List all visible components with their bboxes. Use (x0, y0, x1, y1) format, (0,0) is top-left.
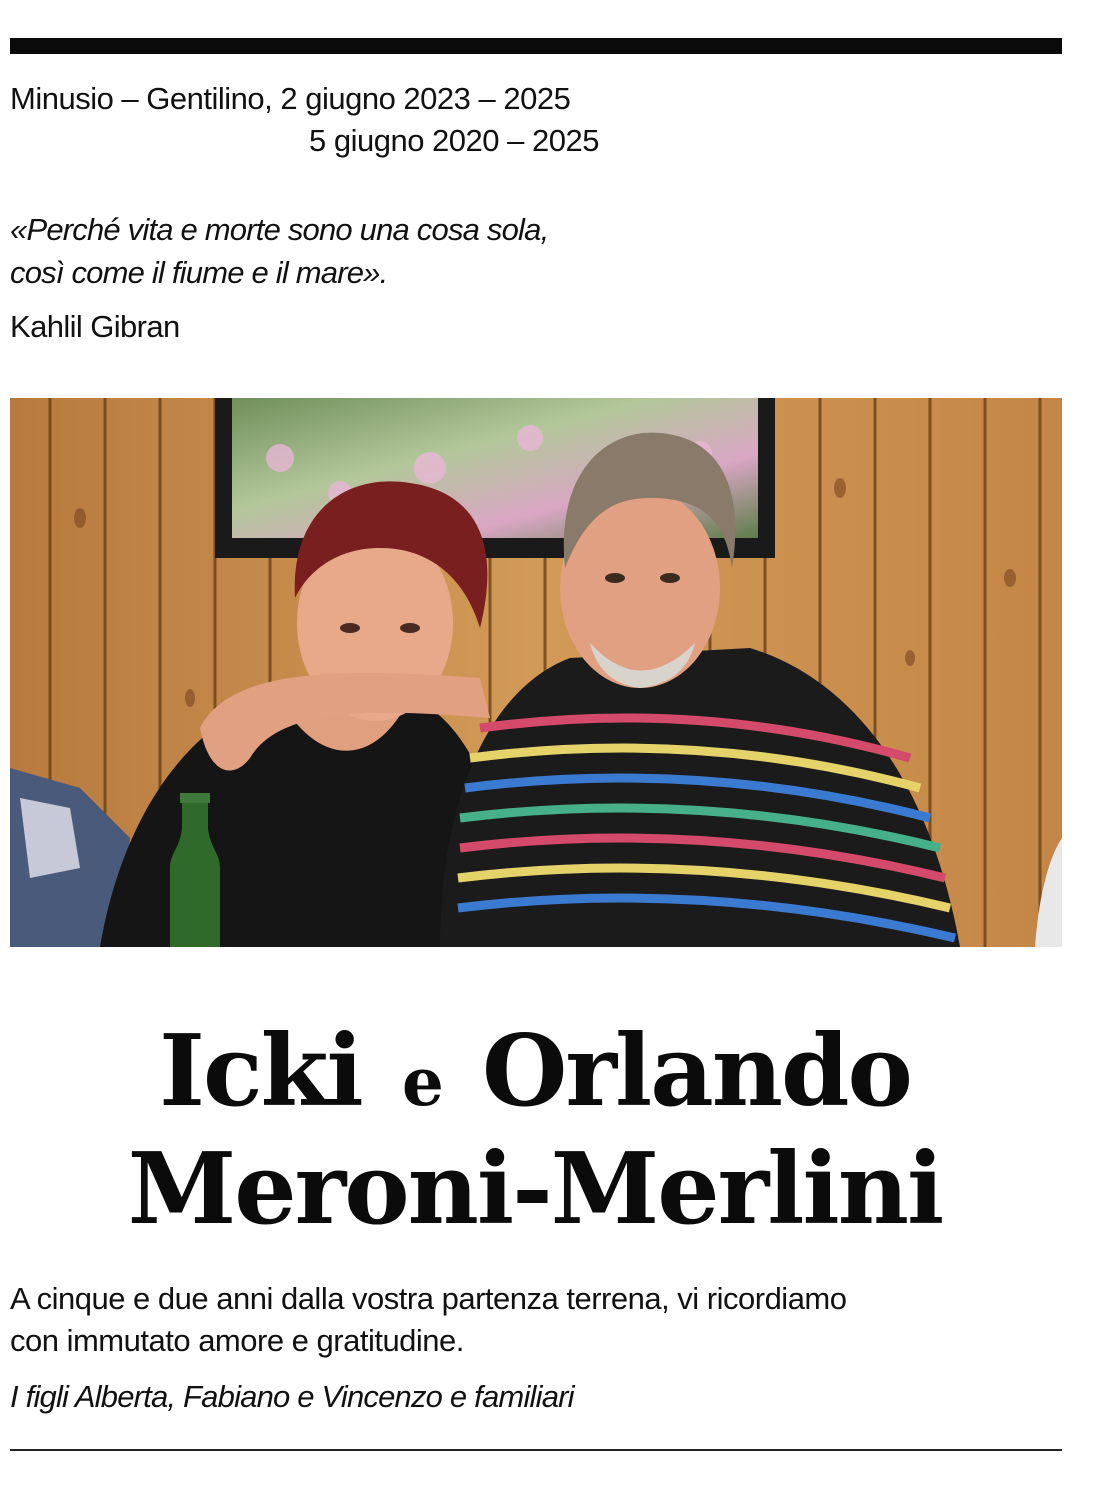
first-names-row (0, 1014, 1070, 1136)
dates-line-1: Minusio – Gentilino, 2 giugno 2023 – 2025 (10, 81, 571, 116)
dates-line-2: 5 giugno 2020 – 2025 (309, 123, 599, 158)
message-block (10, 1278, 1060, 1362)
dates-block (10, 78, 599, 162)
couple-photo (10, 398, 1062, 947)
names-conjunction: e (401, 1043, 442, 1121)
signature: I figli Alberta, Fabiano e Vincenzo e familiari (10, 1379, 574, 1414)
bottom-rule (10, 1449, 1062, 1451)
quote-line-1: «Perché vita e morte sono una cosa sola, (10, 212, 549, 247)
message-line-2: con immutato amore e gratitudine. (10, 1323, 464, 1358)
first-name-1: Icki (159, 1014, 362, 1129)
names-block (0, 1014, 1070, 1247)
quote-block (10, 208, 548, 294)
surname: Meroni-Merlini (127, 1132, 943, 1247)
first-name-2: Orlando (482, 1014, 911, 1129)
quote-author: Kahlil Gibran (10, 309, 180, 344)
top-rule (10, 38, 1062, 54)
quote-line-2: così come il fiume e il mare». (10, 255, 388, 290)
message-line-1: A cinque e due anni dalla vostra partenza terrena, vi ricordiamo (10, 1281, 847, 1316)
